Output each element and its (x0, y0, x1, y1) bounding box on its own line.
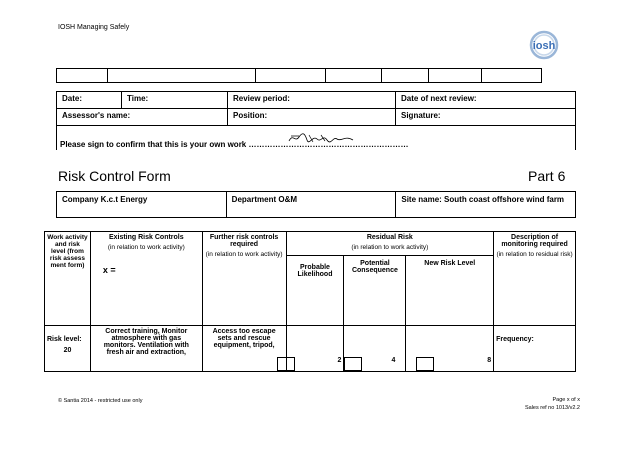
footer-right (520, 396, 580, 412)
risk-control-table (44, 231, 576, 372)
signature-field[interactable]: Signature: (396, 109, 576, 126)
risk-level-label: Risk level: (47, 336, 82, 343)
col-existing-controls (90, 232, 202, 326)
blank-cell[interactable] (255, 69, 326, 83)
col-monitoring-label: Description of monitoring required (501, 234, 568, 248)
new-risk-value: 8 (487, 357, 492, 364)
time-field[interactable]: Time: (122, 92, 228, 109)
frequency-cell[interactable] (494, 326, 576, 372)
blank-cell[interactable] (57, 69, 108, 83)
col-further-label: Further risk controls required (209, 234, 279, 248)
existing-controls-cell[interactable] (90, 326, 202, 372)
footer-ref: Sales ref no 1013/v2.2 (524, 405, 580, 411)
blank-cell[interactable] (326, 69, 382, 83)
col-existing-label: Existing Risk Controls (108, 234, 184, 241)
existing-controls-text: Correct training, Monitor atmosphere with gas monitors. Ventilation with fresh air and extraction, (103, 328, 189, 356)
logo-text: iosh (532, 40, 556, 52)
further-controls-text: Access too escape sets and rescue equipment, tripod, (212, 328, 276, 349)
further-controls-cell[interactable] (202, 326, 286, 372)
likelihood-value: 2 (337, 357, 342, 364)
risk-level-value: 20 (63, 347, 72, 354)
position-field[interactable]: Position: (228, 109, 396, 126)
blank-cell[interactable] (429, 69, 482, 83)
col-work-activity (45, 232, 91, 326)
col-further-controls (202, 232, 286, 326)
date-field[interactable]: Date: (57, 92, 122, 109)
footer-copyright: © Santia 2014 - restricted use only (58, 398, 143, 404)
consequence-checkbox[interactable] (344, 357, 362, 371)
new-risk-cell[interactable] (406, 326, 494, 372)
col-further-sub: (in relation to work activity) (205, 251, 283, 258)
col-monitoring-sub: (in relation to residual risk) (496, 251, 573, 258)
col-existing-sub: (in relation to work activity) (107, 244, 185, 251)
iosh-logo-icon (525, 30, 563, 60)
consequence-cell[interactable] (344, 326, 406, 372)
col-residual-risk (286, 232, 494, 256)
risk-level-cell[interactable] (45, 326, 91, 372)
part-label: Part 6 (528, 168, 566, 184)
col-work-activity-label: Work activity and risk level (from risk assess ment form) (47, 234, 88, 269)
site-field[interactable]: Site name: South coast offshore wind farm (396, 192, 576, 218)
form-title: Risk Control Form (58, 168, 171, 184)
next-review-field[interactable]: Date of next review: (396, 92, 576, 109)
blank-cell[interactable] (482, 69, 542, 83)
signature-scribble-icon (287, 131, 357, 145)
blank-cell[interactable] (382, 69, 429, 83)
blank-header-table (56, 68, 542, 83)
consequence-value: 4 (391, 357, 396, 364)
frequency-label: Frequency: (496, 336, 534, 343)
assessor-field[interactable]: Assessor's name: (57, 109, 228, 126)
review-period-field[interactable]: Review period: (228, 92, 396, 109)
x-mark: x = (102, 265, 116, 275)
col-likelihood: Probable Likelihood (286, 256, 344, 326)
col-consequence: Potential Consequence (344, 256, 406, 326)
col-residual-label: Residual Risk (366, 234, 413, 241)
likelihood-checkbox[interactable] (277, 357, 295, 371)
confirm-text: Please sign to confirm that this is your own work …………………………………………………… (60, 140, 409, 149)
department-field[interactable]: Department O&M (226, 192, 396, 218)
blank-cell[interactable] (107, 69, 255, 83)
company-table (56, 191, 576, 218)
new-risk-checkbox[interactable] (416, 357, 434, 371)
col-residual-sub: (in relation to work activity) (351, 244, 429, 251)
footer-page: Page x of x (552, 397, 580, 403)
col-monitoring (494, 232, 576, 326)
likelihood-cell[interactable] (286, 326, 344, 372)
col-new-risk: New Risk Level (406, 256, 494, 326)
company-field[interactable]: Company K.c.t Energy (57, 192, 227, 218)
header-title: IOSH Managing Safely (58, 24, 130, 31)
